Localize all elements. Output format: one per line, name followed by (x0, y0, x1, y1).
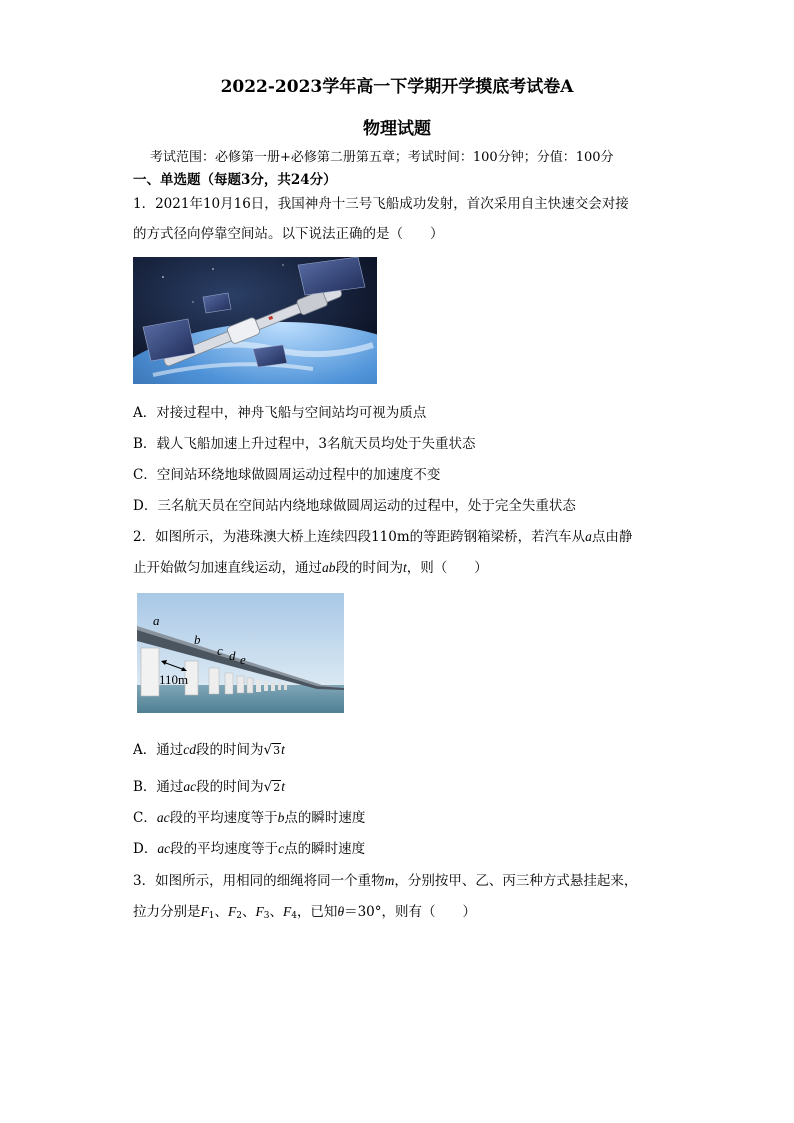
q2-opt-d-text-2: 段的平均速度等于 (170, 841, 279, 857)
sqrt-3-symbol: √3 (263, 742, 281, 758)
q2-stem-line1 (133, 525, 632, 545)
space-station-image (133, 257, 377, 384)
q3-text-4: ，已知 (296, 904, 338, 920)
bridge-label-a: a (153, 613, 160, 628)
q2-var-t: t (403, 560, 407, 575)
q2-opt-a-var: cd (183, 742, 196, 757)
exam-subtitle: 物理试题 (363, 119, 431, 139)
bridge-image (137, 593, 344, 713)
sqrt-2-radicand: 2 (273, 781, 281, 794)
q1-stem-line1: 1．2021年10月16日，我国神舟十三号飞船成功发射，首次采用自主快速交会对接 (133, 196, 629, 212)
q3-sep-2: 、 (241, 904, 256, 920)
q2-opt-d-text-1: D． (133, 841, 158, 857)
q3-sep-3: 、 (269, 904, 283, 920)
q1-option-a: A．对接过程中，神舟飞船与空间站均可视为质点 (133, 405, 427, 421)
exam-title: 2022-2023学年高一下学期开学摸底考试卷A (220, 77, 574, 97)
q1-option-c: C．空间站环绕地球做圆周运动过程中的加速度不变 (133, 467, 441, 483)
bridge-label-c: c (217, 643, 223, 658)
bridge-span-label: 110m (159, 672, 189, 687)
q1-stem-line2: 的方式径向停靠空间站。以下说法正确的是（ ） (133, 226, 444, 242)
q1-option-d: D．三名航天员在空间站内绕地球做圆周运动的过程中，处于完全失重状态 (133, 498, 576, 514)
q3-stem-line2 (133, 900, 476, 921)
q2-opt-b-t: t (281, 779, 286, 794)
bridge-label-e: e (240, 652, 246, 667)
q2-opt-b-text-2: 段的时间为 (196, 779, 264, 795)
q2-opt-c-text-3: 点的瞬时速度 (284, 810, 366, 826)
q3-sep-1: 、 (214, 904, 228, 920)
q3-f1: F (200, 904, 209, 919)
q2-opt-b-text-1: B．通过 (133, 779, 184, 795)
q1-option-b: B．载人飞船加速上升过程中，3名航天员均处于失重状态 (133, 436, 476, 452)
q2-opt-c-var2: b (277, 810, 285, 825)
q3-f2-sub: 2 (236, 911, 242, 921)
q3-f1-sub: 1 (208, 911, 215, 921)
q2-var-ab: ab (322, 560, 336, 575)
q2-opt-c-text-2: 段的平均速度等于 (169, 810, 278, 826)
q2-opt-d-var: ac (157, 841, 171, 856)
q3-stem-line1 (133, 869, 637, 889)
q2-var-a: a (585, 529, 592, 544)
q3-f4-sub: 4 (291, 911, 297, 921)
q3-text-5: ＝30°，则有（ ） (344, 904, 477, 920)
q2-option-d (133, 837, 365, 857)
q2-opt-c-text-1: C． (133, 810, 157, 826)
bridge-label-d: d (229, 648, 236, 663)
q2-option-b (133, 775, 285, 795)
q3-text-2: ，分别按甲、乙、丙三种方式悬挂起来， (394, 873, 638, 889)
q2-opt-d-text-3: 点的瞬时速度 (284, 841, 366, 857)
q2-option-c (133, 806, 365, 826)
q2-opt-d-var2: c (278, 841, 285, 856)
q2-stem-text-2: 点由静 (591, 529, 633, 545)
q3-f3: F (255, 904, 264, 919)
q2-stem-text-1: 2．如图所示，为港珠澳大桥上连续四段110m的等距跨钢箱梁桥，若汽车从 (133, 529, 586, 545)
q2-stem-text-4: 段的时间为 (335, 560, 403, 576)
q2-option-a (133, 738, 285, 758)
q2-stem-text-5: ，则（ ） (406, 560, 488, 576)
section-heading: 一、单选题（每题3分，共24分） (133, 172, 337, 188)
q2-opt-b-var: ac (183, 779, 197, 794)
q2-stem-text-3: 止开始做匀加速直线运动，通过 (133, 560, 322, 576)
q3-theta: θ (337, 904, 345, 919)
q3-var-m: m (384, 873, 395, 888)
bridge-label-b: b (194, 632, 201, 647)
q3-f4: F (282, 904, 292, 919)
q3-f3-sub: 3 (263, 911, 270, 921)
q2-opt-c-var: ac (156, 810, 170, 825)
q2-stem-line2 (133, 556, 488, 576)
sqrt-2-symbol: √2 (263, 779, 281, 795)
q2-opt-a-text-2: 段的时间为 (196, 742, 264, 758)
q2-opt-a-t: t (281, 742, 285, 757)
sqrt-3-radicand: 3 (273, 744, 281, 757)
q3-text-3: 拉力分别是 (133, 904, 201, 920)
q2-opt-a-text-1: A．通过 (133, 742, 184, 758)
exam-info: 考试范围：必修第一册+必修第二册第五章；考试时间：100分钟；分值：100分 (150, 150, 614, 165)
q3-f2: F (227, 904, 237, 919)
q3-text-1: 3．如图所示，用相同的细绳将同一个重物 (133, 873, 385, 889)
